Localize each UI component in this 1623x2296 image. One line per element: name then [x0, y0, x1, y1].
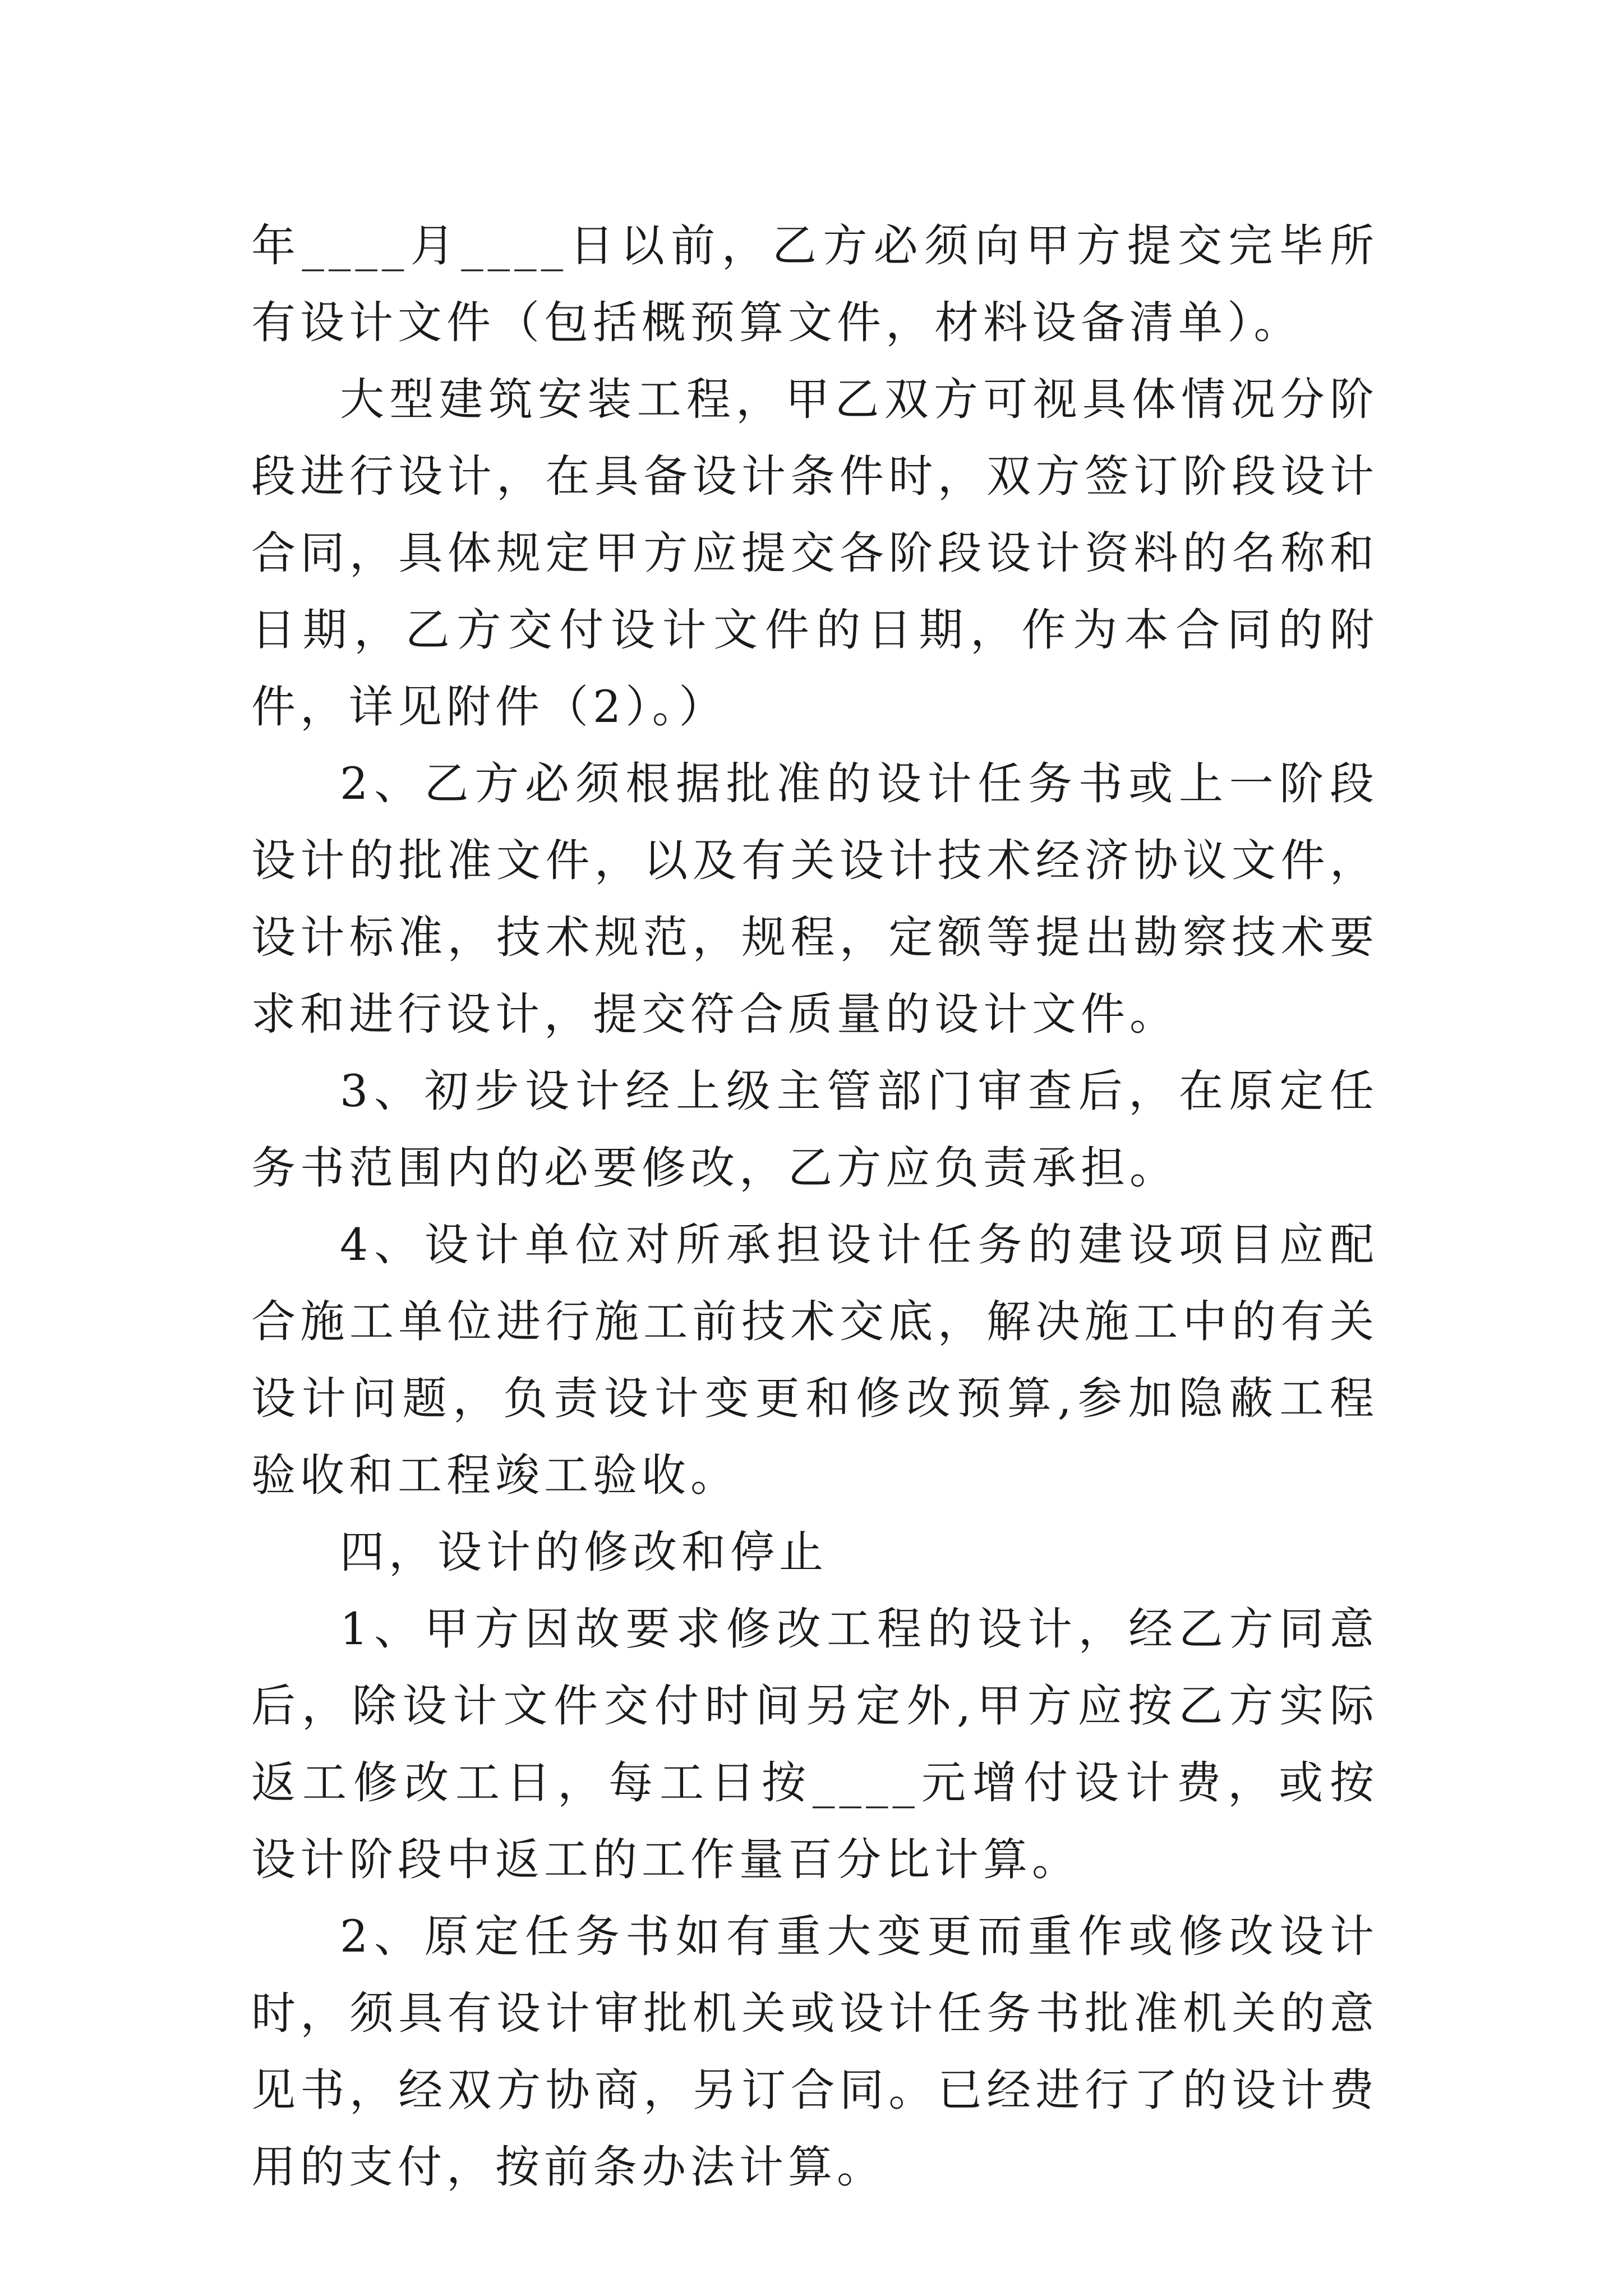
paragraph-3: 2、乙方必须根据批准的设计任务书或上一阶段设计的批准文件，以及有关设计技术经济协议文件，设计标准，技术规范，规程，定额等提出勘察技术要求和进行设计，提交符合质量的设计文件。: [251, 758, 1378, 1040]
paragraph-8: 2、原定任务书如有重大变更而重作或修改设计时，须具有设计审批机关或设计任务书批准机关的意见书，经双方协商，另订合同。已经进行了的设计费用的支付，按前条办法计算。: [251, 1911, 1378, 2193]
paragraph-7: 1、甲方因故要求修改工程的设计，经乙方同意后，除设计文件交付时间另定外,甲方应按乙方实际返工修改工日，每工日按____元增付设计费，或按设计阶段中返工的工作量百分比计算。: [251, 1603, 1378, 1885]
paragraph-5: 4、设计单位对所承担设计任务的建设项目应配合施工单位进行施工前技术交底，解决施工中的有关设计问题，负责设计变更和修改预算,参加隐蔽工程验收和工程竣工验收。: [251, 1219, 1378, 1501]
section-heading: 四，设计的修改和停止: [340, 1526, 828, 1578]
paragraph-4: 3、初步设计经上级主管部门审查后，在原定任务书范围内的必要修改，乙方应负责承担。: [251, 1065, 1378, 1194]
document-body: [251, 208, 1378, 2206]
paragraph-1: 年____月____日以前，乙方必须向甲方提交完毕所有设计文件（包括概预算文件，材料设备清单）。: [251, 220, 1378, 348]
paragraph-2: 大型建筑安装工程，甲乙双方可视具体情况分阶段进行设计，在具备设计条件时，双方签订阶段设计合同，具体规定甲方应提交各阶段设计资料的名称和日期，乙方交付设计文件的日期，作为本合同的附件，详见附件（2）。）: [251, 374, 1378, 733]
